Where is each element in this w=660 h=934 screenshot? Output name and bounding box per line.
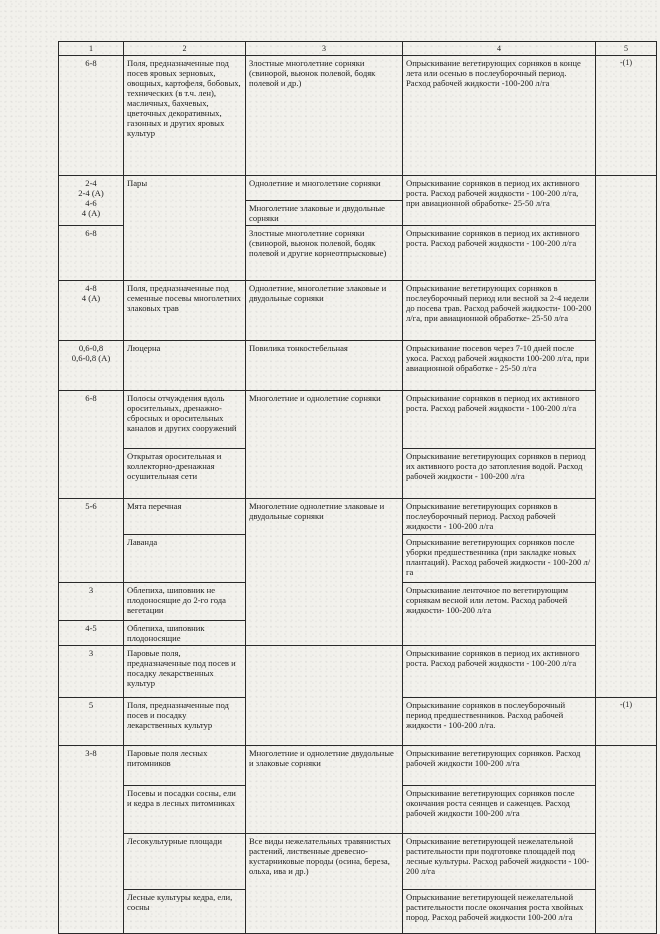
rate-cell: [59, 341, 124, 391]
rate-value: 3: [88, 648, 94, 658]
rate-value: 4 (А): [81, 293, 101, 303]
weeds-cell: Многолетние однолетние злаковые и двудольные сорняки: [246, 499, 403, 646]
rate-cell: [59, 499, 124, 583]
note-cell: [596, 176, 657, 698]
rate-value: 4-6: [85, 198, 97, 208]
rate-cell: [59, 583, 124, 621]
crop-cell: Лесокультурные площади: [124, 834, 246, 890]
weeds-cell: Злостные многолетние сорняки (свинорой, вьюнок полевой, бодяк полевой и другие корнеотпрысковые): [246, 226, 403, 281]
method-cell: Опрыскивание вегетирующих сорняков в период их активного роста до затопления водой. Расход рабочей жидкости - 100-200 л/га: [403, 449, 596, 499]
table-row: [59, 646, 657, 698]
rate-cell: [59, 698, 124, 746]
table-row: [59, 341, 657, 391]
rate-value: 4 (А): [81, 208, 101, 218]
header-col-3: 3: [246, 42, 403, 56]
rate-cell: [59, 746, 124, 934]
table-row: [59, 391, 657, 449]
weeds-cell: Однолетние, многолетние злаковые и двудольные сорняки: [246, 281, 403, 341]
method-cell: Опрыскивание сорняков в период их активного роста. Расход рабочей жидкости - 100-200 л/га: [403, 391, 596, 449]
rate-value: 0,6-0,8: [78, 343, 104, 353]
weeds-cell: Многолетние и однолетние сорняки: [246, 391, 403, 499]
rate-cell: [59, 226, 124, 281]
crop-cell: Поля, предназначенные под семенные посевы многолетних злаковых трав: [124, 281, 246, 341]
rate-cell: [59, 621, 124, 646]
crop-cell: Паровые поля лесных питомников: [124, 746, 246, 786]
rate-cell: [59, 56, 124, 176]
table-row: [59, 281, 657, 341]
note-cell: [596, 746, 657, 934]
rate-value: 5-6: [85, 501, 97, 511]
header-col-1: 1: [59, 42, 124, 56]
rate-cell: [59, 646, 124, 698]
method-cell: Опрыскивание ленточное по вегетирующим сорнякам весной или летом. Расход рабочей жидкости- 100-200 л/га: [403, 583, 596, 646]
table-row: [59, 176, 657, 201]
crop-cell: Облепиха, шиповник плодоносящие: [124, 621, 246, 646]
rate-value: 6-8: [85, 393, 97, 403]
method-cell: Опрыскивание вегетирующих сорняков в послеуборочный период. Расход рабочей жидкости - 100-200 л/га: [403, 499, 596, 535]
weeds-cell: Многолетние злаковые и двудольные сорняки: [246, 201, 403, 226]
table-header-row: [59, 42, 657, 56]
crop-cell: Полосы отчуждения вдоль оросительных, дренажно-сбросных и оросительных каналов и других сооружений: [124, 391, 246, 449]
table-row: [59, 56, 657, 176]
rate-value: 5: [88, 700, 94, 710]
rate-value: 3-8: [85, 748, 97, 758]
rate-cell: [59, 176, 124, 226]
rate-value: 4-8: [85, 283, 97, 293]
header-col-4: 4: [403, 42, 596, 56]
method-cell: Опрыскивание вегетирующих сорняков. Расход рабочей жидкости 100-200 л/га: [403, 746, 596, 786]
method-cell: Опрыскивание посевов через 7-10 дней после укоса. Расход рабочей жидкости 100-200 л/га, при авиационной обработке - 25-50 л/га: [403, 341, 596, 391]
rate-cell: [59, 281, 124, 341]
crop-cell: Паровые поля, предназначенные под посев и посадку лекарственных культур: [124, 646, 246, 698]
method-cell: Опрыскивание вегетирующих сорняков в конце лета или осенью в послеуборочный период. Расход рабочей жидкости -100-200 л/га: [403, 56, 596, 176]
weeds-cell: Все виды нежелательных травянистых растений, лиственные древесно-кустарниковые породы (осина, береза, ольха, ива и др.): [246, 834, 403, 934]
weeds-cell: Многолетние и однолетние двудольные и злаковые сорняки: [246, 746, 403, 834]
rate-value: 6-8: [85, 58, 97, 68]
regulation-table: [58, 41, 657, 934]
method-cell: Опрыскивание сорняков в период их активного роста. Расход рабочей жидкости - 100-200 л/га, при авиационной обработке- 25-50 л/га: [403, 176, 596, 226]
rate-value: 4-5: [85, 623, 97, 633]
header-col-2: 2: [124, 42, 246, 56]
rate-value: 0,6-0,8 (А): [71, 353, 111, 363]
crop-cell: Люцерна: [124, 341, 246, 391]
crop-cell: Посевы и посадки сосны, ели и кедра в лесных питомниках: [124, 786, 246, 834]
rate-value: 3: [88, 585, 94, 595]
note-cell: -(1): [596, 56, 657, 176]
crop-cell: Поля, предназначенные под посев яровых зерновых, овощных, картофеля, бобовых, технических (в т.ч. лен), масличных, бахчевых, цветочных декоративных, газонных и других яровых культур: [124, 56, 246, 176]
weeds-cell: [246, 646, 403, 746]
crop-cell: Лесные культуры кедра, ели, сосны: [124, 890, 246, 934]
crop-cell: Мята перечная: [124, 499, 246, 535]
table-row: [59, 499, 657, 535]
method-cell: Опрыскивание вегетирующей нежелательной растительности при подготовке площадей под лесные культуры. Расход рабочей жидкости - 100-200 л/га: [403, 834, 596, 890]
weeds-cell: Однолетние и многолетние сорняки: [246, 176, 403, 201]
crop-cell: Лаванда: [124, 535, 246, 583]
rate-value: 2-4: [85, 178, 97, 188]
table-row: [59, 834, 657, 890]
crop-cell: Поля, предназначенные под посев и посадку лекарственных культур: [124, 698, 246, 746]
weeds-cell: Злостные многолетние сорняки (свинорой, вьюнок полевой, бодяк полевой и др.): [246, 56, 403, 176]
method-cell: Опрыскивание сорняков в период их активного роста. Расход рабочей жидкости - 100-200 л/га: [403, 226, 596, 281]
rate-value: 2-4 (А): [78, 188, 104, 198]
crop-cell: Пары: [124, 176, 246, 281]
method-cell: Опрыскивание вегетирующих сорняков после окончания роста сеянцев и саженцев. Расход рабочей жидкости 100-200 л/га: [403, 786, 596, 834]
rate-cell: [59, 391, 124, 499]
method-cell: Опрыскивание сорняков в послеуборочный период предшественников. Расход рабочей жидкости - 100-200 л/га.: [403, 698, 596, 746]
method-cell: Опрыскивание вегетирующей нежелательной растительности после окончания роста хвойных пород. Расход рабочей жидкости 100-200 л/га: [403, 890, 596, 934]
table-row: [59, 746, 657, 786]
weeds-cell: Повилика тонкостебельная: [246, 341, 403, 391]
method-cell: Опрыскивание сорняков в период их активного роста. Расход рабочей жидкости - 100-200 л/га: [403, 646, 596, 698]
crop-cell: Открытая оросительная и коллекторно-дренажная осушительная сети: [124, 449, 246, 499]
crop-cell: Облепиха, шиповник не плодоносящие до 2-го года вегетации: [124, 583, 246, 621]
method-cell: Опрыскивание вегетирующих сорняков после уборки предшественника (при закладке новых плантаций). Расход рабочей жидкости - 100-200 л/га: [403, 535, 596, 583]
header-col-5: 5: [596, 42, 657, 56]
method-cell: Опрыскивание вегетирующих сорняков в послеуборочный период или весной за 2-4 недели до посева трав. Расход рабочей жидкости- 100-200 л/га, при авиационной обработке- 25-50 л/га: [403, 281, 596, 341]
rate-value: 6-8: [85, 228, 97, 238]
note-cell: -(1): [596, 698, 657, 746]
